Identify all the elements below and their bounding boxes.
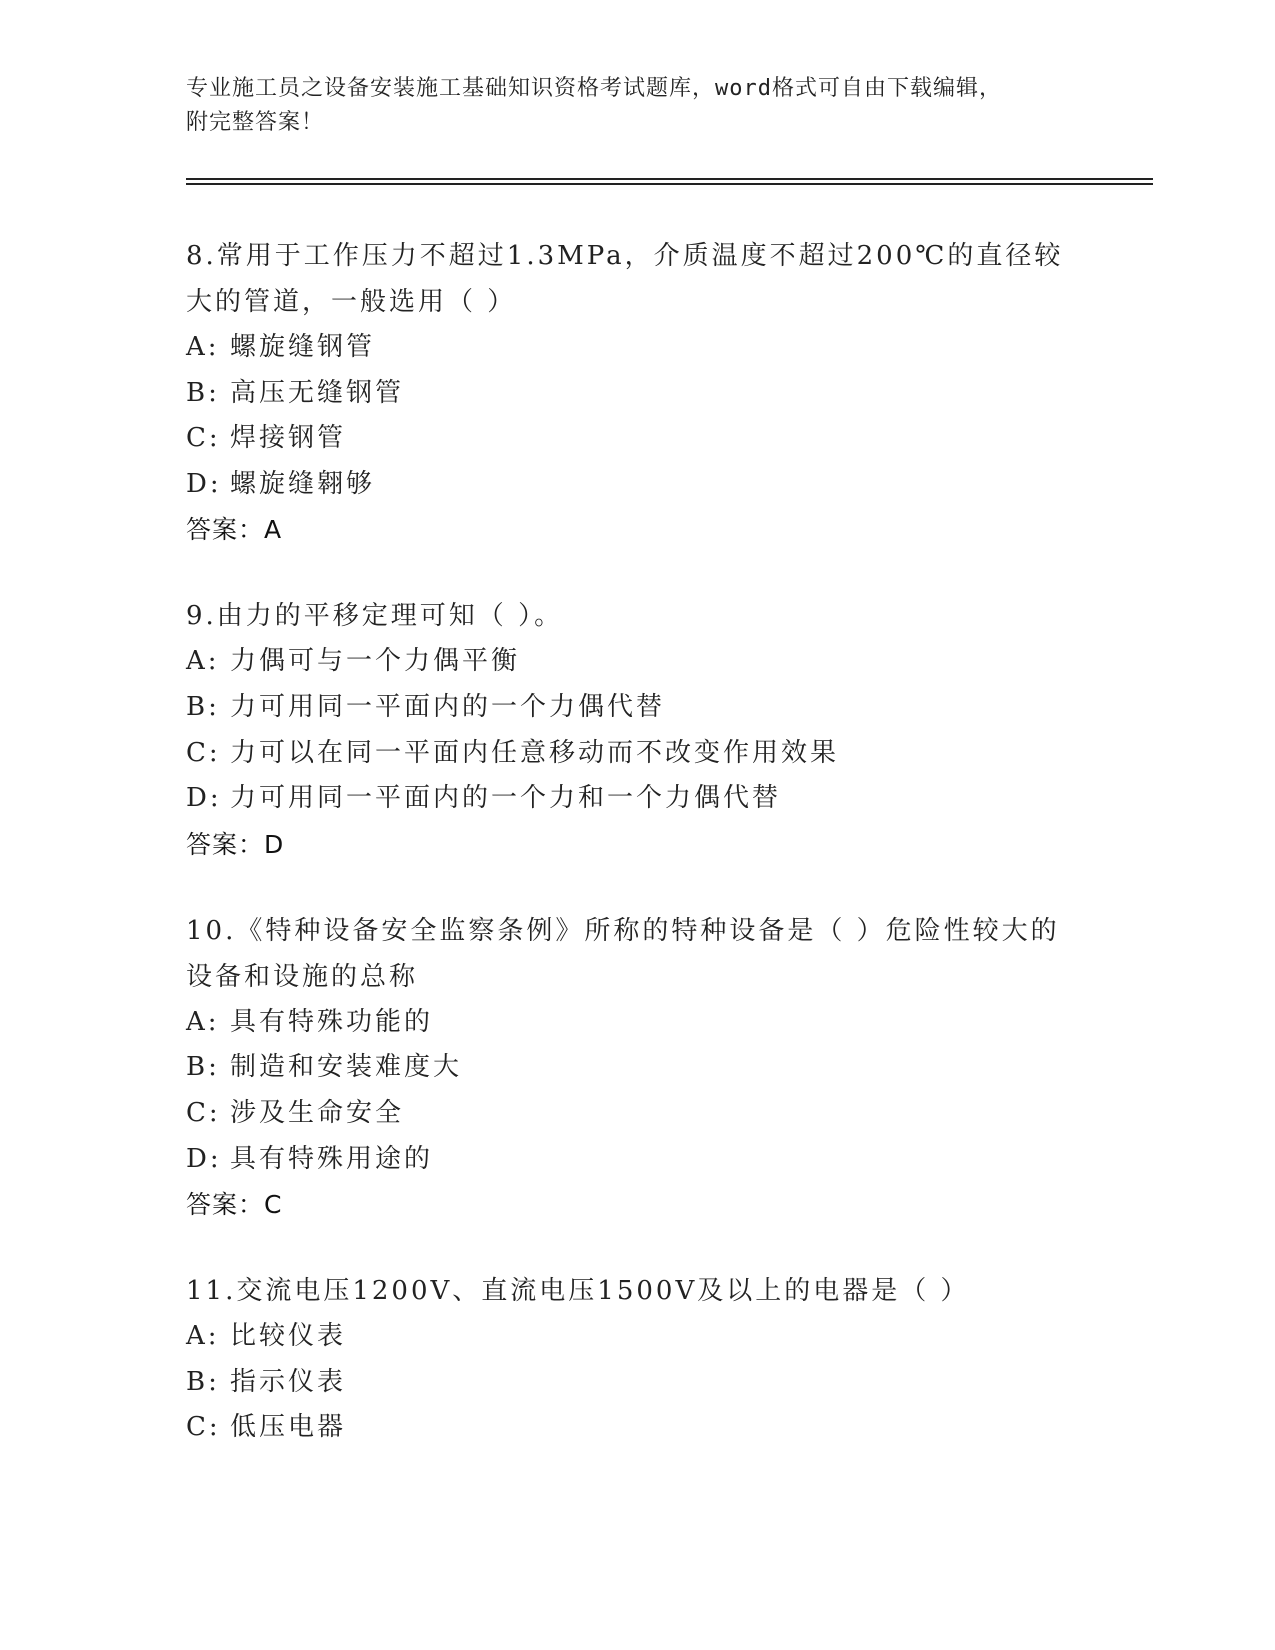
option-text: 具有特殊用途的 (230, 1143, 434, 1174)
header-line-2: 附完整答案！ (186, 110, 325, 135)
option-b (186, 1360, 1086, 1406)
option-text: 螺旋缝钢管 (230, 332, 376, 362)
option-text: 力可以在同一平面内任意移动而不改变作用效果 (230, 737, 840, 768)
question-8 (186, 233, 1086, 553)
option-letter: C: (186, 1097, 221, 1128)
option-letter: D: (186, 1143, 222, 1174)
answer-line: 答案：A (186, 515, 283, 545)
option-d (186, 462, 1086, 508)
option-text: 力偶可与一个力偶平衡 (230, 646, 521, 677)
option-letter: D: (186, 468, 222, 499)
question-list (186, 233, 1086, 1491)
option-text: 焊接钢管 (230, 423, 347, 454)
header-divider-bottom (186, 183, 1153, 185)
question-11 (186, 1268, 1086, 1451)
option-text: 力可用同一平面内的一个力和一个力偶代替 (230, 783, 782, 814)
option-c (186, 1091, 1086, 1137)
option-text: 螺旋缝翱够 (230, 468, 376, 499)
header-line-1: 专业施工员之设备安装施工基础知识资格考试题库，word格式可自由下载编辑， (186, 76, 1002, 101)
option-b (186, 371, 1086, 417)
option-d (186, 776, 1086, 822)
question-stem: 9.由力的平移定理可知（ ）。 (186, 601, 564, 632)
option-text: 指示仪表 (230, 1366, 347, 1397)
question-stem: 10.《特种设备安全监察条例》所称的特种设备是（ ）危险性较大的设备和设施的总称 (186, 915, 1060, 992)
option-a (186, 639, 1086, 685)
question-10 (186, 908, 1086, 1228)
header-divider-top (186, 178, 1153, 180)
option-c (186, 1405, 1086, 1451)
option-b (186, 685, 1086, 731)
option-letter: B: (186, 691, 220, 722)
option-a (186, 325, 1086, 371)
question-stem: 11.交流电压1200V、直流电压1500V及以上的电器是（ ） (186, 1276, 970, 1307)
option-letter: C: (186, 423, 221, 454)
option-c (186, 731, 1086, 777)
option-a (186, 1314, 1086, 1360)
option-letter: A: (186, 332, 220, 362)
option-letter: C: (186, 1412, 221, 1443)
option-text: 低压电器 (230, 1412, 347, 1443)
option-text: 制造和安装难度大 (230, 1052, 463, 1083)
option-text: 高压无缝钢管 (230, 377, 405, 408)
option-text: 比较仪表 (230, 1321, 347, 1352)
option-letter: D: (186, 783, 222, 814)
document-header (186, 72, 1066, 140)
option-c (186, 416, 1086, 462)
option-b (186, 1045, 1086, 1091)
option-text: 涉及生命安全 (230, 1097, 405, 1128)
option-a (186, 1000, 1086, 1046)
option-text: 具有特殊功能的 (230, 1006, 434, 1037)
answer-line: 答案：D (186, 829, 285, 859)
option-letter: B: (186, 377, 220, 408)
option-letter: B: (186, 1052, 220, 1083)
option-letter: B: (186, 1366, 220, 1397)
question-9 (186, 593, 1086, 867)
option-letter: A: (186, 1006, 220, 1037)
option-letter: A: (186, 646, 220, 677)
question-stem: 8.常用于工作压力不超过1.3MPa，介质温度不超过200℃的直径较大的管道，一般选用（ ） (186, 241, 1064, 317)
answer-line: 答案：C (186, 1190, 283, 1220)
option-letter: C: (186, 737, 221, 768)
option-text: 力可用同一平面内的一个力偶代替 (230, 691, 666, 722)
option-d (186, 1137, 1086, 1183)
option-letter: A: (186, 1321, 220, 1352)
